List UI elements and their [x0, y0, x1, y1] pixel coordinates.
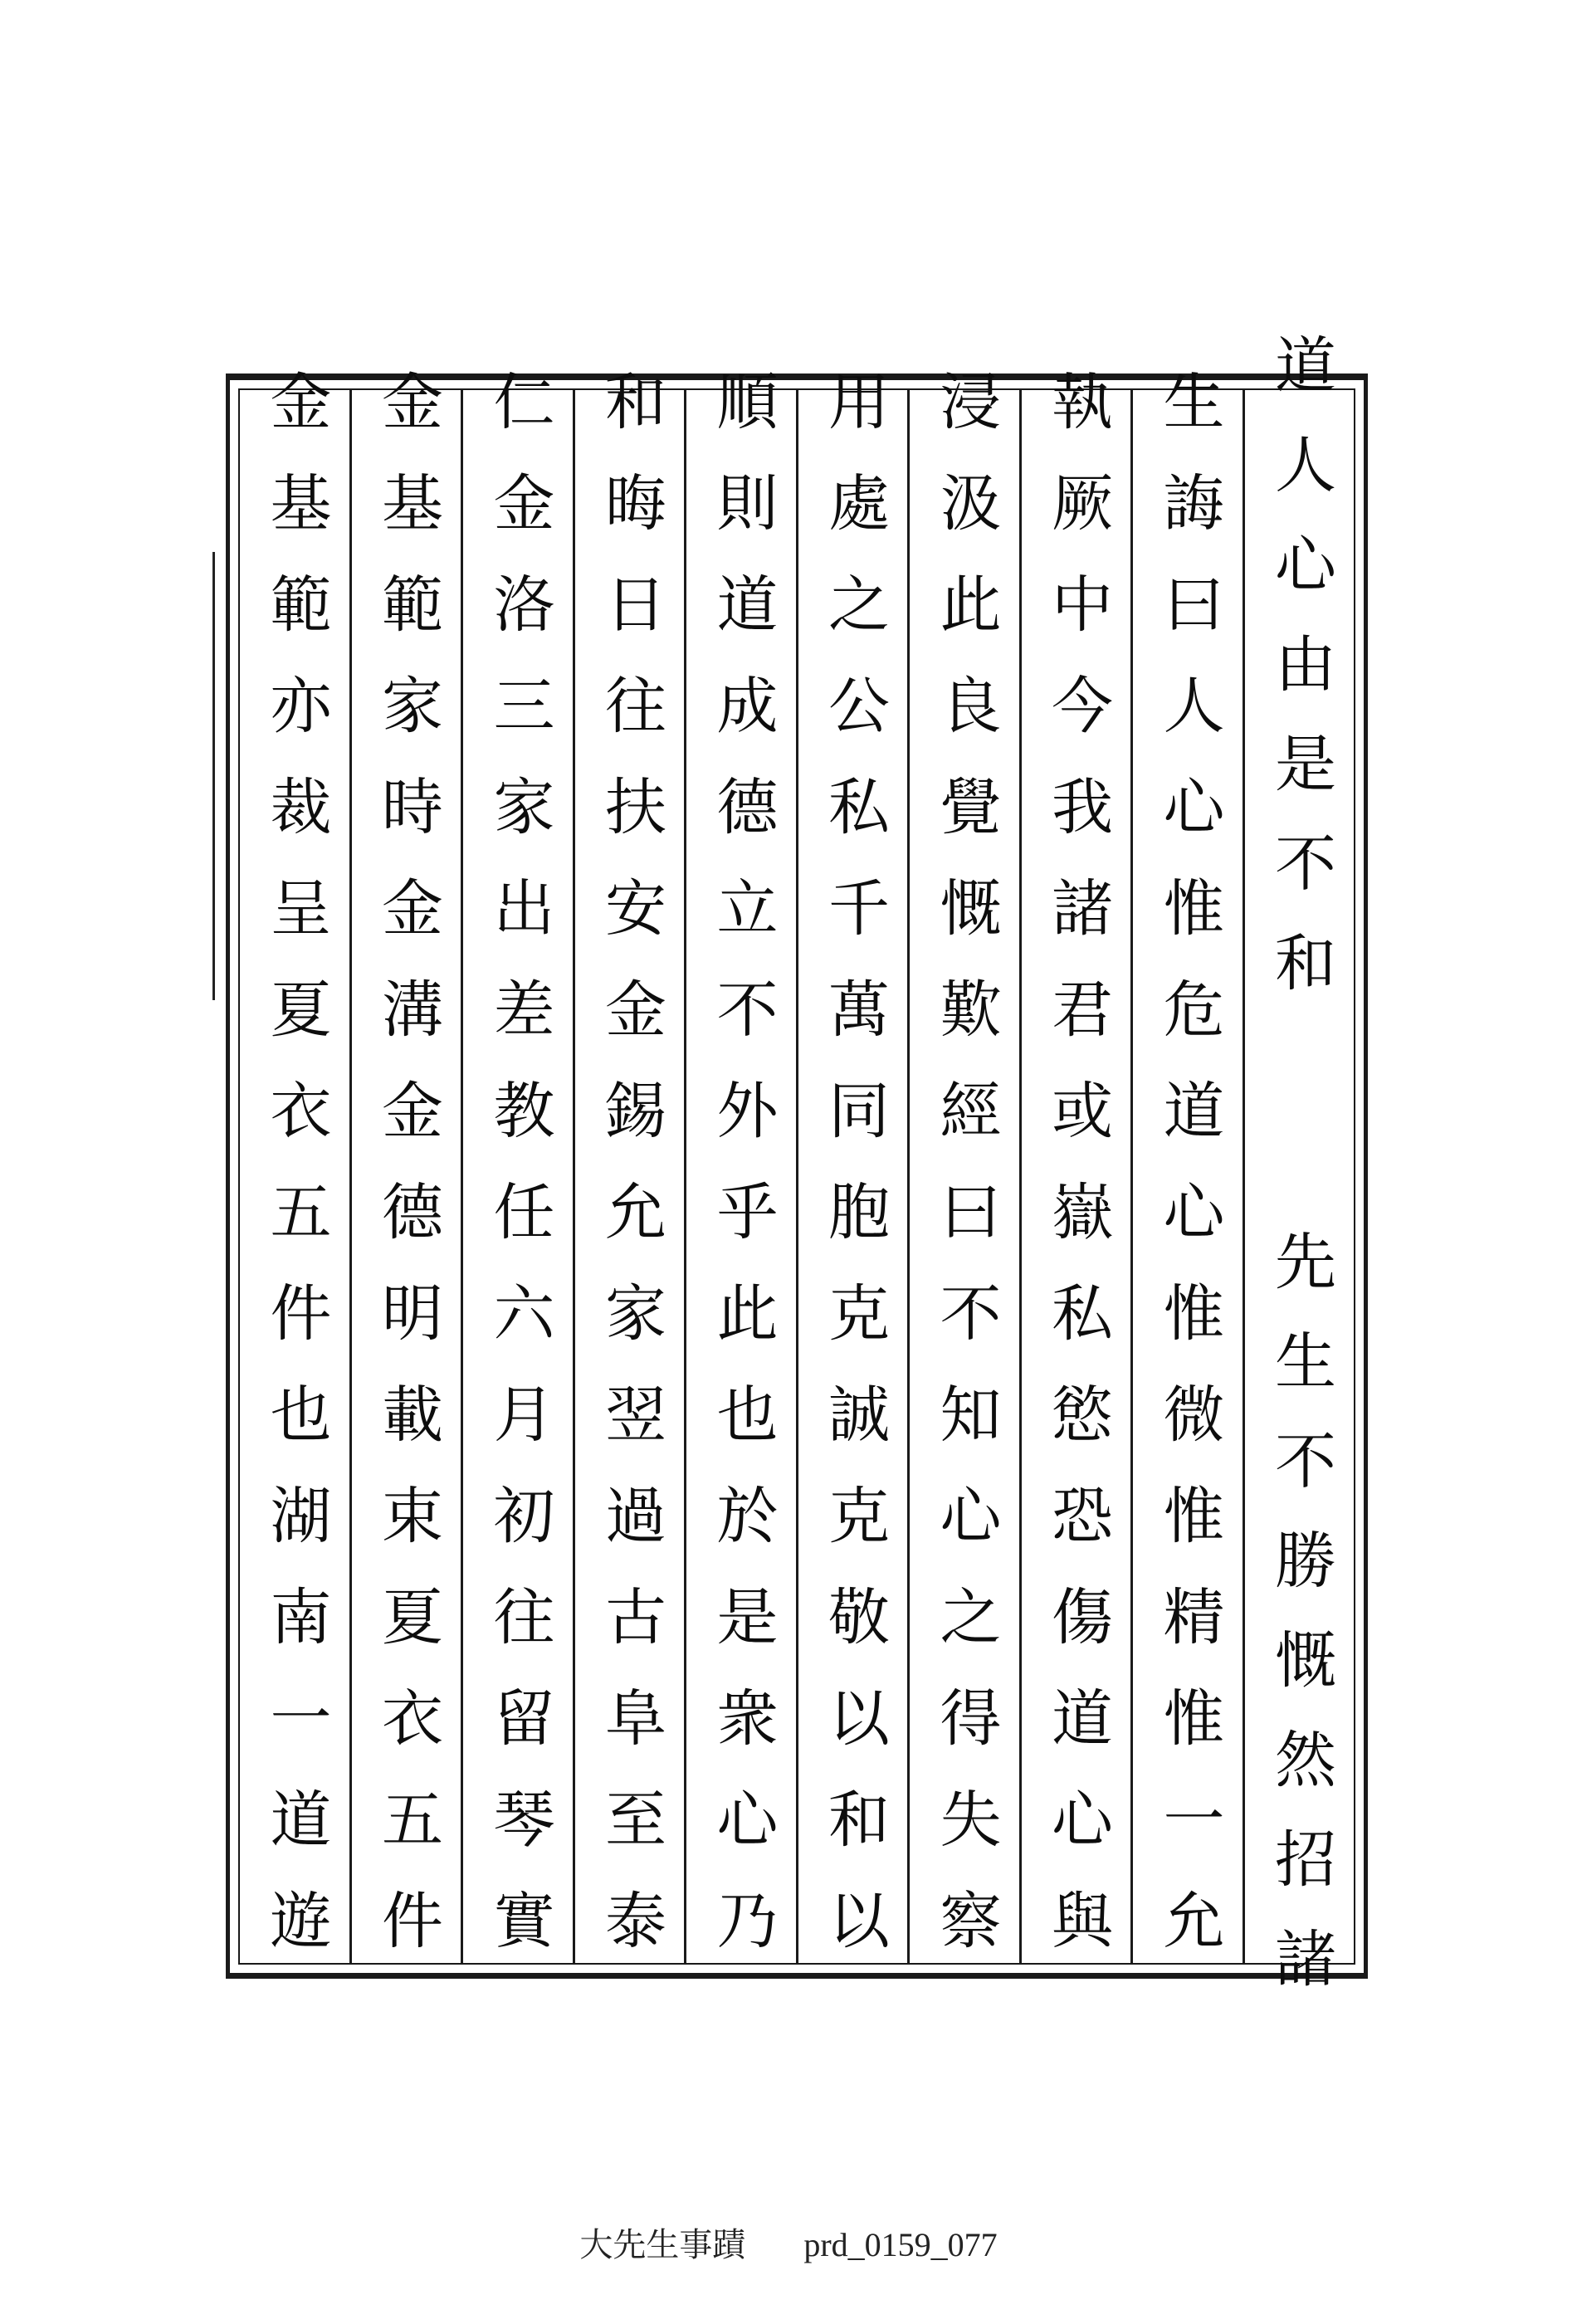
text-column-1	[1243, 332, 1355, 2026]
column-text: 和晦日往扶安金錫允家翌過古阜至泰	[595, 369, 666, 1990]
column-text: 順則道成德立不外乎此也於是衆心乃	[706, 369, 779, 1990]
text-column-8	[461, 369, 573, 1990]
column-text: 仁金洛三家出差教任六月初往留琴實	[483, 369, 555, 1990]
text-column-7	[573, 369, 685, 1990]
text-columns	[240, 332, 1354, 2026]
text-column-9	[349, 369, 461, 1990]
column-text: 金基範家時金溝金德明載束夏衣五件	[372, 369, 443, 1990]
column-text: 金基範亦裁呈夏衣五件也湖南一道遊	[260, 369, 332, 1990]
book-title: 大先生事蹟	[579, 2226, 746, 2263]
text-column-10	[240, 369, 349, 1990]
column-text: 用處之公私千萬同胞克誠克敬以和以	[818, 369, 890, 1990]
column-text: 執厥中今我諸君或嶽私慾恐傷道心與	[1042, 369, 1113, 1990]
page-footer	[0, 2219, 1577, 2266]
page-frame	[226, 332, 1368, 2026]
text-column-5	[796, 369, 908, 1990]
page-frame-inner	[238, 332, 1355, 2026]
column-text: 生誨曰人心惟危道心惟微惟精惟一允	[1153, 369, 1225, 1990]
text-column-4	[907, 369, 1019, 1990]
text-column-6	[684, 369, 796, 1990]
page-identifier: prd_0159_077	[803, 2226, 998, 2263]
text-column-3	[1019, 369, 1131, 1990]
text-column-2	[1130, 369, 1243, 1990]
column-text: 道人心由是不和 先生不勝慨然招諸	[1265, 332, 1336, 2026]
frame-notch	[212, 552, 215, 1000]
column-text: 浸汲此良覺慨歎經曰不知心之得失察	[930, 369, 1002, 1990]
